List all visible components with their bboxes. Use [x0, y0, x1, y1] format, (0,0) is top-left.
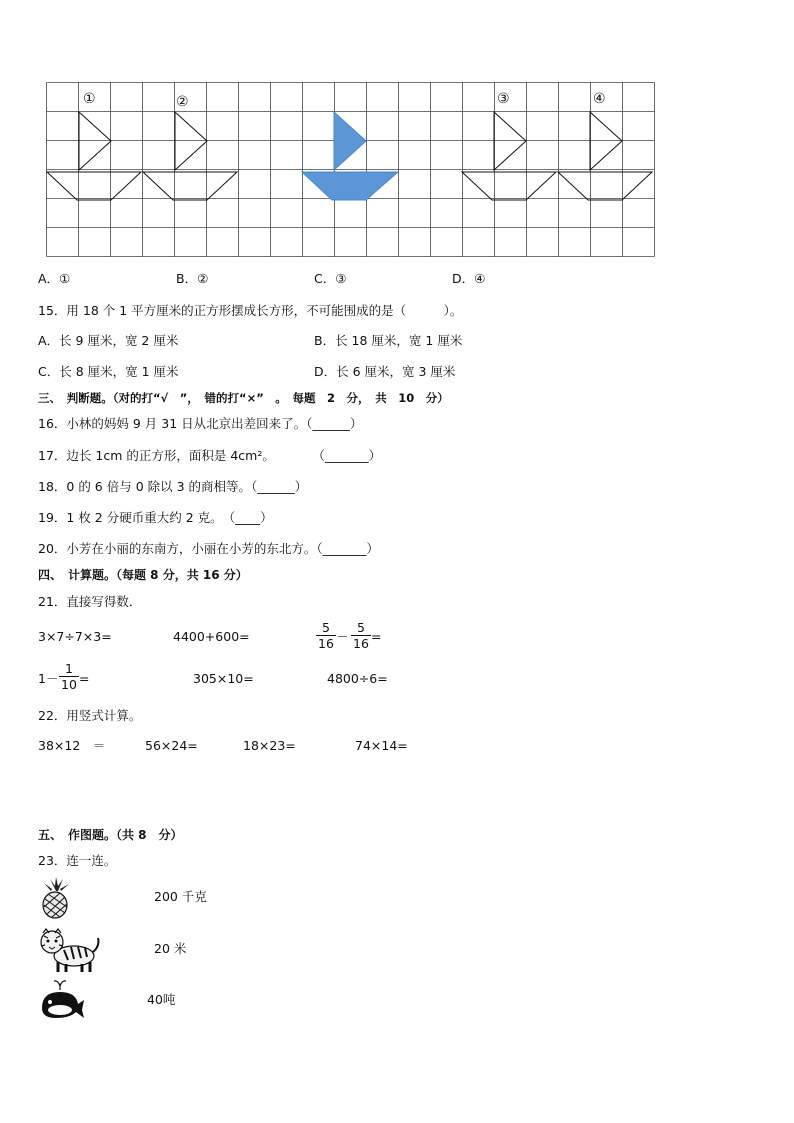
q22-stem: 22．用竖式计算。 — [38, 708, 142, 723]
q18: 18．0 的 6 倍与 0 除以 3 的商相等。（______） — [38, 479, 308, 494]
whale-icon — [38, 978, 86, 1022]
fraction-numerator: 5 — [357, 620, 365, 635]
q23-stem: 23．连一连。 — [38, 853, 117, 868]
q21-expr-5: 305×10= — [193, 671, 254, 686]
q22-expr-4: 74×14= — [355, 738, 408, 753]
q15-option-a: A．长 9 厘米，宽 2 厘米 — [38, 333, 179, 348]
q16: 16．小林的妈妈 9 月 31 日从北京出差回来了。（______） — [38, 416, 363, 431]
fraction-denominator: 16 — [316, 635, 336, 651]
q21-expr-6: 4800÷6= — [327, 671, 388, 686]
q17: 17．边长 1cm 的正方形，面积是 4cm²。 （_______） — [38, 448, 382, 463]
q15-stem: 15．用 18 个 1 平方厘米的正方形摆成长方形，不可能围成的是（ ）。 — [38, 303, 463, 318]
fraction-3 — [59, 661, 79, 692]
expr-prefix: 1－ — [38, 671, 59, 686]
fraction-numerator: 5 — [322, 620, 330, 635]
tiger-icon — [38, 926, 102, 974]
q23-value-3: 40吨 — [147, 992, 176, 1007]
boat-figure-3 — [462, 112, 556, 200]
fraction-numerator: 1 — [65, 661, 73, 676]
figure-label-3: ③ — [497, 91, 510, 107]
q21-expr-1: 3×7÷7×3= — [38, 629, 112, 644]
section4-title: 四、 计算题。（每题 8 分，共 16 分） — [38, 568, 248, 582]
figure-label-2: ② — [176, 94, 189, 110]
q15-option-b: B．长 18 厘米，宽 1 厘米 — [314, 333, 463, 348]
q15-option-c: C．长 8 厘米，宽 1 厘米 — [38, 364, 179, 379]
section5-title: 五、 作图题。（共 8 分） — [38, 828, 183, 842]
boat-figure-1 — [47, 112, 141, 200]
fraction-denominator: 10 — [59, 676, 79, 692]
grid-lines — [47, 83, 655, 257]
minus-sign: － — [336, 629, 349, 644]
grid-figure — [46, 82, 658, 262]
figure-label-4: ④ — [593, 91, 606, 107]
q14-option-c: C．③ — [314, 271, 347, 286]
q22-expr-2: 56×24= — [145, 738, 198, 753]
q19: 19．1 枚 2 分硬币重大约 2 克。 （____） — [38, 510, 273, 525]
fraction-denominator: 16 — [351, 635, 371, 651]
equals-sign: = — [79, 671, 90, 686]
q21-stem: 21．直接写得数． — [38, 594, 142, 609]
figure-label-1: ① — [83, 91, 96, 107]
q14-option-a: A．① — [38, 271, 71, 286]
q14-option-b: B．② — [176, 271, 209, 286]
boat-figure-4 — [558, 112, 652, 200]
boat-figure-2 — [143, 112, 237, 200]
fraction-1 — [316, 620, 336, 651]
pineapple-icon — [38, 877, 74, 919]
q15-option-d: D．长 6 厘米，宽 3 厘米 — [314, 364, 456, 379]
section3-title: 三、 判断题。（对的打“√ ”， 错的打“×” 。 每题 2 分， 共 10 分） — [38, 391, 449, 405]
q22-expr-1: 38×12 ＝ — [38, 738, 106, 753]
fraction-2 — [351, 620, 371, 651]
q23-value-2: 20 米 — [154, 941, 187, 956]
q23-value-1: 200 千克 — [154, 889, 207, 904]
q22-expr-3: 18×23= — [243, 738, 296, 753]
q21-expr-2: 4400+600= — [173, 629, 250, 644]
equals-sign: = — [371, 629, 382, 644]
q14-option-d: D．④ — [452, 271, 486, 286]
boat-figure-reference — [302, 112, 398, 200]
q20: 20．小芳在小丽的东南方，小丽在小芳的东北方。（_______） — [38, 541, 379, 556]
